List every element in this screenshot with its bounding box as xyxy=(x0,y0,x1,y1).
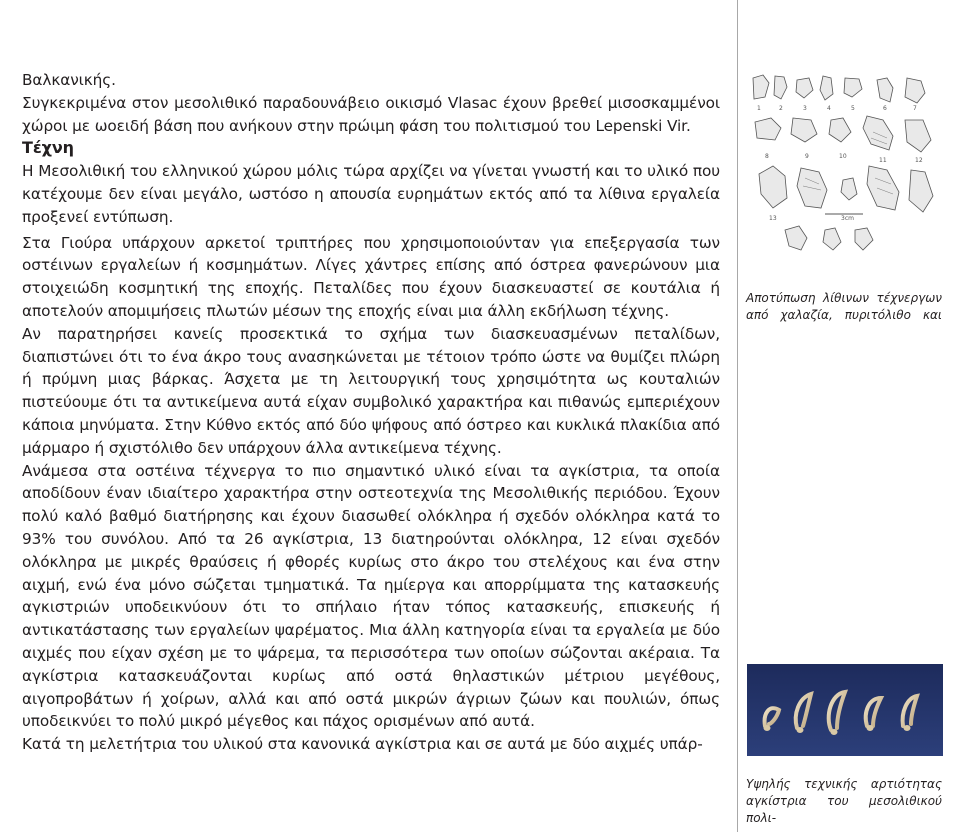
paragraph: Η Μεσολιθική του ελληνικού χώρου μόλις τώρα αρχίζει να γίνεται γνωστή και το υλικό που κατέχουμε δεν είναι μεγάλο, ωστόσο η απουσία ευρημάτων εκτός από τα λίθινα εργαλεία προξενεί εντύπωση. xyxy=(22,162,720,226)
column-divider xyxy=(737,0,738,832)
paragraph: Στα Γιούρα υπάρχουν αρκετοί τριπτήρες που χρησιμοποιούνταν για επεξεργασία των οστέινων εργαλείων ή κοσμημάτων. Λίγες χάντρες επίσης από όστρεα φανερώνουν μια στοιχειώδη κοσμητική της εποχής. Πεταλίδες που έχουν διασκευαστεί σε κουτάλια ή αποτελούν απομιμήσεις πλωτών μέσων της εποχής είναι μια άλλη εκδήλωση τέχνης. xyxy=(22,233,720,320)
figure-label: 8 xyxy=(765,153,769,160)
figure-label: 4 xyxy=(827,105,831,112)
figure-label: 11 xyxy=(879,157,887,164)
figure-label: 3 xyxy=(803,105,807,112)
figure-label: 9 xyxy=(805,153,809,160)
figure-label: 13 xyxy=(769,215,777,222)
figure-label: 5 xyxy=(851,105,855,112)
figure-label: 2 xyxy=(779,105,783,112)
lithic-tools-drawing xyxy=(745,70,945,270)
section-heading: Τέχνη xyxy=(22,138,74,158)
fish-hooks-photo xyxy=(747,664,943,756)
main-text-column xyxy=(22,69,720,756)
paragraph: Συγκεκριμένα στον μεσολιθικό παραδουνάβειο οικισμό Vlasac έχουν βρεθεί μισοσκαμμένοι χώροι με ωοειδή βάση που ανήκουν στην πρώιμη φάση του πολιτισμού του Lepenski Vir. xyxy=(22,93,720,135)
figure-label: 12 xyxy=(915,157,923,164)
paragraph: Ανάμεσα στα οστέινα τέχνεργα το πιο σημαντικό υλικό είναι τα αγκίστρια, τα οποία αποδίδουν έναν ιδιαίτερο χαρακτήρα στην οστεοτεχνία της Μεσολιθικής περιόδου. Έχουν πολύ καλό βαθμό διατήρησης και έχουν διασωθεί ολόκληρα ή σχεδόν ολόκληρα κατά το 93% του συνόλου. Από τα 26 αγκίστρια, 13 διατηρούνται ολόκληρα, 12 είναι σχεδόν ολόκληρα με μικρές θραύσεις ή φθορές κυρίως στο άκρο του στελέχους και ένα στην αιχμή, ενώ ένα μόνο σώζεται τμηματικά. Τα ημίεργα και απορρίμματα της κατασκευής αγκιστριών υποδεικνύουν ότι το σπήλαιο ήταν τόπος κατασκευής, επισκευής ή αντικατάστασης των εργαλείων ψαρέματος. Μια άλλη κατηγορία είναι τα εργαλεία με δύο αιχμές που είχαν σχέση με το ψάρεμα, τα περισσότερα των οποίων σώζονται ακέραια. Τα αγκίστρια κατασκευάζονται κυρίως από οστά θηλαστικών μέτριου μεγέθους, αιγοπροβάτων ή χοίρων, αλλά και από οστά μικρών άγριων ζώων και πουλιών, όπως υποδεικνύει το πολύ μικρό μέγεθος και πάχος ορισμένων από αυτά. xyxy=(22,461,720,731)
scale-label: 3cm xyxy=(841,215,854,222)
figure-label: 10 xyxy=(839,153,847,160)
paragraph: Βαλκανικής. xyxy=(22,71,116,89)
figure-label: 6 xyxy=(883,105,887,112)
figure-label: 7 xyxy=(913,105,917,112)
paragraph: Αν παρατηρήσει κανείς προσεκτικά το σχήμα των διασκευασμένων πεταλίδων, διαπιστώνει ότι το ένα άκρο τους ανασηκώνεται με τέτοιον τρόπο ώστε να θυμίζει πλώρη ή πρύμνη μιας βάρκας. Άσχετα με τη λειτουργική τους χρησιμότητα ως κουταλιών πιστεύουμε ότι τα αντικείμενα αυτά είχαν συμβολικό χαρακτήρα και πιθανώς εμπεριέχουν κάποια μηνύματα. Στην Κύθνο εκτός από δύο ψήφους από όστρεο και κυκλικά πλακίδια από μάρμαρο ή σχιστόλιθο δεν υπάρχουν άλλα αντικείμενα τέχνης. xyxy=(22,324,720,457)
figure-label: 1 xyxy=(757,105,761,112)
paragraph: Κατά τη μελετήτρια του υλικού στα κανονικά αγκίστρια και σε αυτά με δύο αιχμές υπάρ- xyxy=(22,735,703,754)
figure-caption: Αποτύπωση λίθινων τέχνεργων από χαλαζία, πυριτόλιθο και xyxy=(746,291,942,322)
figure-caption: Υψηλής τεχνικής αρτιότητας αγκίστρια του μεσολιθικού πολι- xyxy=(746,777,942,825)
